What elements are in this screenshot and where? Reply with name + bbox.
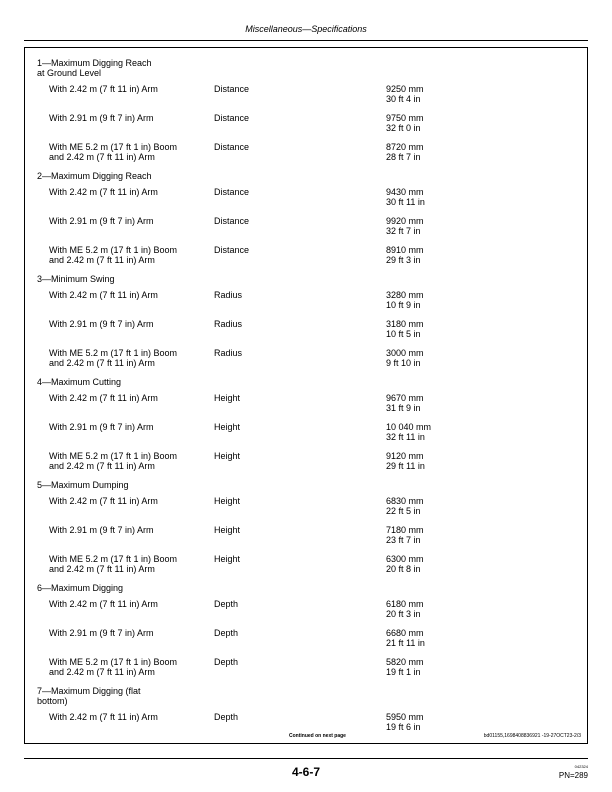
- measurement-type: Radius: [214, 348, 243, 358]
- imperial-value: 32 ft 0 in: [386, 123, 421, 133]
- spec-values: [386, 657, 424, 677]
- spec-values: [386, 525, 424, 545]
- imperial-value: 31 ft 9 in: [386, 403, 421, 413]
- metric-value: 6680 mm: [386, 628, 424, 638]
- spec-values: [386, 554, 424, 574]
- spec-values: [386, 290, 424, 310]
- spec-description: With 2.42 m (7 ft 11 in) Arm: [49, 712, 158, 722]
- spec-values: [386, 348, 424, 368]
- continued-note: Continued on next page: [289, 733, 346, 739]
- spec-row: [25, 348, 587, 377]
- spec-row: [25, 290, 587, 319]
- imperial-value: 32 ft 11 in: [386, 432, 425, 442]
- spec-description: With 2.42 m (7 ft 11 in) Arm: [49, 187, 158, 197]
- metric-value: 5820 mm: [386, 657, 424, 667]
- metric-value: 3280 mm: [386, 290, 424, 300]
- measurement-type: Depth: [214, 712, 239, 722]
- imperial-value: 28 ft 7 in: [386, 152, 421, 162]
- spec-row: [25, 554, 587, 583]
- imperial-value: 19 ft 6 in: [386, 722, 421, 732]
- metric-value: 6180 mm: [386, 599, 424, 609]
- imperial-value: 10 ft 5 in: [386, 329, 421, 339]
- section-title: 5—Maximum Dumping: [37, 480, 129, 490]
- section-title: 1—Maximum Digging Reach at Ground Level: [37, 58, 152, 78]
- section-title: 7—Maximum Digging (flat bottom): [37, 686, 141, 706]
- section-title: 4—Maximum Cutting: [37, 377, 122, 387]
- footer-rule: [24, 758, 588, 759]
- document-reference: bd01155,1698408836921 -19-27OCT23-2/3: [483, 733, 581, 739]
- measurement-type: Depth: [214, 657, 239, 667]
- spec-description: With 2.42 m (7 ft 11 in) Arm: [49, 496, 158, 506]
- spec-description: With 2.42 m (7 ft 11 in) Arm: [49, 393, 158, 403]
- measurement-type: Distance: [214, 216, 250, 226]
- spec-description: With 2.91 m (9 ft 7 in) Arm: [49, 628, 154, 638]
- measurement-type: Height: [214, 496, 241, 506]
- page-number: 4-6-7: [291, 765, 320, 779]
- spec-values: [386, 599, 424, 619]
- imperial-value: 19 ft 1 in: [386, 667, 421, 677]
- spec-values: [386, 187, 425, 207]
- section-title: 3—Minimum Swing: [37, 274, 115, 284]
- spec-description: With 2.42 m (7 ft 11 in) Arm: [49, 290, 158, 300]
- spec-values: [386, 628, 425, 648]
- imperial-value: 23 ft 7 in: [386, 535, 421, 545]
- measurement-type: Height: [214, 451, 241, 461]
- metric-value: 9120 mm: [386, 451, 424, 461]
- spec-description: With 2.42 m (7 ft 11 in) Arm: [49, 599, 158, 609]
- spec-values: [386, 393, 424, 413]
- metric-value: 8910 mm: [386, 245, 424, 255]
- spec-row: [25, 525, 587, 554]
- spec-description: With 2.91 m (9 ft 7 in) Arm: [49, 113, 154, 123]
- spec-description: With ME 5.2 m (17 ft 1 in) Boom and 2.42 m (7 ft 11 in) Arm: [49, 142, 178, 162]
- measurement-type: Radius: [214, 290, 243, 300]
- spec-description: With 2.91 m (9 ft 7 in) Arm: [49, 525, 154, 535]
- spec-values: [386, 142, 424, 162]
- spec-row: [25, 245, 587, 274]
- spec-row: [25, 187, 587, 216]
- spec-description: With 2.91 m (9 ft 7 in) Arm: [49, 216, 154, 226]
- section-title: 6—Maximum Digging: [37, 583, 124, 593]
- part-number: PN=289: [558, 771, 588, 780]
- measurement-type: Distance: [214, 187, 250, 197]
- spec-values: [386, 451, 425, 471]
- measurement-type: Depth: [214, 599, 239, 609]
- measurement-type: Distance: [214, 113, 250, 123]
- measurement-type: Height: [214, 554, 241, 564]
- metric-value: 9430 mm: [386, 187, 424, 197]
- spec-description: With 2.91 m (9 ft 7 in) Arm: [49, 422, 154, 432]
- spec-description: With ME 5.2 m (17 ft 1 in) Boom and 2.42 m (7 ft 11 in) Arm: [49, 451, 178, 471]
- measurement-type: Distance: [214, 245, 250, 255]
- imperial-value: 22 ft 5 in: [386, 506, 421, 516]
- measurement-type: Height: [214, 393, 241, 403]
- spec-values: [386, 216, 424, 236]
- measurement-type: Distance: [214, 142, 250, 152]
- imperial-value: 10 ft 9 in: [386, 300, 421, 310]
- metric-value: 9750 mm: [386, 113, 424, 123]
- spec-description: With ME 5.2 m (17 ft 1 in) Boom and 2.42 m (7 ft 11 in) Arm: [49, 245, 178, 265]
- spec-row: [25, 216, 587, 245]
- imperial-value: 20 ft 8 in: [386, 564, 421, 574]
- spec-row: [25, 142, 587, 171]
- spec-row: [25, 599, 587, 628]
- imperial-value: 9 ft 10 in: [386, 358, 421, 368]
- date-code: 042324: [574, 764, 588, 769]
- metric-value: 3180 mm: [386, 319, 424, 329]
- measurement-type: Height: [214, 422, 241, 432]
- measurement-type: Radius: [214, 319, 243, 329]
- spec-row: [25, 319, 587, 348]
- metric-value: 3000 mm: [386, 348, 424, 358]
- metric-value: 6300 mm: [386, 554, 424, 564]
- spec-row: [25, 451, 587, 480]
- spec-values: [386, 496, 424, 516]
- spec-description: With ME 5.2 m (17 ft 1 in) Boom and 2.42 m (7 ft 11 in) Arm: [49, 657, 178, 677]
- spec-description: With ME 5.2 m (17 ft 1 in) Boom and 2.42 m (7 ft 11 in) Arm: [49, 554, 178, 574]
- measurement-type: Distance: [214, 84, 250, 94]
- imperial-value: 20 ft 3 in: [386, 609, 421, 619]
- metric-value: 6830 mm: [386, 496, 424, 506]
- metric-value: 9670 mm: [386, 393, 424, 403]
- section-title: 2—Maximum Digging Reach: [37, 171, 152, 181]
- metric-value: 8720 mm: [386, 142, 424, 152]
- imperial-value: 30 ft 4 in: [386, 94, 421, 104]
- spec-row: [25, 84, 587, 113]
- metric-value: 9250 mm: [386, 84, 424, 94]
- spec-values: [386, 422, 431, 442]
- metric-value: 7180 mm: [386, 525, 424, 535]
- measurement-type: Height: [214, 525, 241, 535]
- imperial-value: 30 ft 11 in: [386, 197, 425, 207]
- spec-values: [386, 113, 424, 133]
- imperial-value: 32 ft 7 in: [386, 226, 421, 236]
- spec-row: [25, 393, 587, 422]
- spec-values: [386, 319, 424, 339]
- spec-rows: [25, 58, 587, 741]
- metric-value: 5950 mm: [386, 712, 424, 722]
- spec-values: [386, 712, 424, 732]
- spec-description: With 2.91 m (9 ft 7 in) Arm: [49, 319, 154, 329]
- spec-row: [25, 496, 587, 525]
- header-rule: [24, 40, 588, 41]
- imperial-value: 21 ft 11 in: [386, 638, 425, 648]
- imperial-value: 29 ft 11 in: [386, 461, 425, 471]
- spec-row: [25, 657, 587, 686]
- spec-row: [25, 422, 587, 451]
- spec-row: [25, 628, 587, 657]
- spec-values: [386, 84, 424, 104]
- measurement-type: Depth: [214, 628, 239, 638]
- imperial-value: 29 ft 3 in: [386, 255, 421, 265]
- spec-description: With 2.42 m (7 ft 11 in) Arm: [49, 84, 158, 94]
- page-header-title: Miscellaneous—Specifications: [245, 24, 367, 34]
- spec-row: [25, 113, 587, 142]
- metric-value: 9920 mm: [386, 216, 424, 226]
- specifications-box: [24, 47, 588, 744]
- metric-value: 10 040 mm: [386, 422, 432, 432]
- spec-description: With ME 5.2 m (17 ft 1 in) Boom and 2.42 m (7 ft 11 in) Arm: [49, 348, 178, 368]
- spec-values: [386, 245, 424, 265]
